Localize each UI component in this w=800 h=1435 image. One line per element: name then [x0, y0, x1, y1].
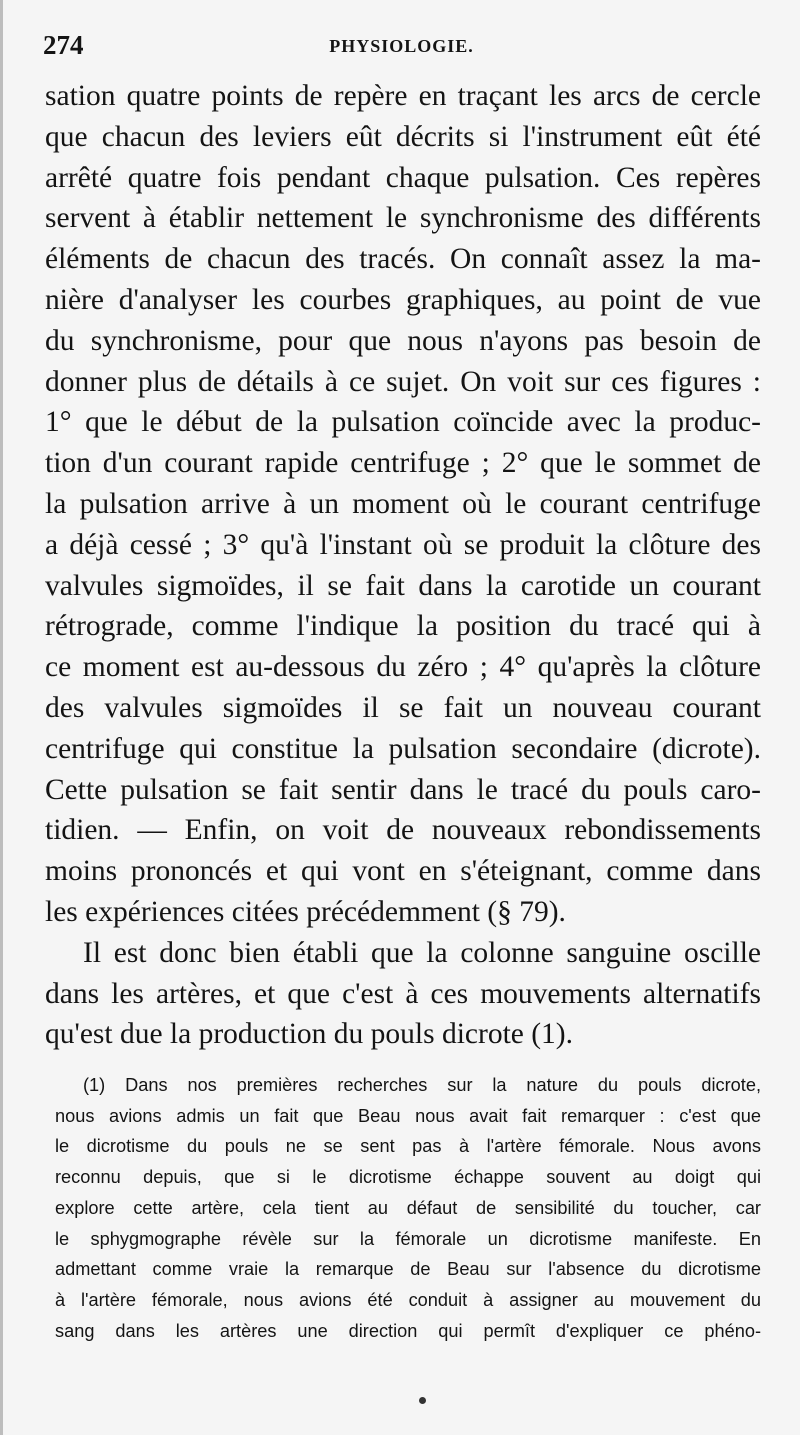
body-line: Cette pulsation se fait sentir dans le tracé du pouls caro- [45, 773, 761, 806]
body-line: tidien. — Enfin, on voit de nouveaux rebondissements [45, 814, 761, 847]
footnote-line: admettant comme vraie la remarque de Beau sur l'absence du dicrotisme [55, 1259, 761, 1280]
footnote-line: le dicrotisme du pouls ne se sent pas à l'artère fémorale. Nous avons [55, 1136, 761, 1157]
body-line: ce moment est au-dessous du zéro ; 4° qu'après la clôture [45, 651, 761, 684]
body-line: éléments de chacun des tracés. On connaît assez la ma- [45, 243, 761, 276]
body-line: valvules sigmoïdes, il se fait dans la carotide un courant [45, 569, 761, 602]
body-line: servent à établir nettement le synchronisme des différents [45, 202, 761, 235]
running-head [43, 30, 760, 64]
body-line: nière d'analyser les courbes graphiques, au point de vue [45, 283, 761, 316]
body-line: arrêté quatre fois pendant chaque pulsation. Ces repères [45, 161, 761, 194]
body-line: moins prononcés et qui vont en s'éteignant, comme dans [45, 855, 761, 888]
footnote-line: nous avions admis un fait que Beau nous avait fait remarquer : c'est que [55, 1105, 761, 1126]
body-line: rétrograde, comme l'indique la position du tracé qui à [45, 610, 761, 643]
footnote-line: reconnu depuis, que si le dicrotisme échappe souvent au doigt qui [55, 1167, 761, 1188]
body-line: sation quatre points de repère en traçant les arcs de cercle [45, 80, 761, 112]
body-line: centrifuge qui constitue la pulsation secondaire (dicrote). [45, 732, 761, 765]
body-line: 1° que le début de la pulsation coïncide avec la produc- [45, 406, 761, 439]
body-line: a déjà cessé ; 3° qu'à l'instant où se produit la clôture des [45, 528, 761, 561]
body-line: du synchronisme, pour que nous n'ayons pas besoin de [45, 324, 761, 357]
footnote-line: (1) Dans nos premières recherches sur la nature du pouls dicrote, [83, 1075, 761, 1095]
body-line: donner plus de détails à ce sujet. On voit sur ces figures : [45, 365, 761, 398]
running-title: PHYSIOLOGIE. [329, 36, 474, 56]
footnote [55, 1070, 761, 1346]
body-line: Il est donc bien établi que la colonne sanguine oscille [83, 936, 761, 969]
body-line: dans les artères, et que c'est à ces mouvements alternatifs [45, 977, 761, 1010]
footnote-line: explore cette artère, cela tient au défaut de sensibilité du toucher, car [55, 1197, 761, 1218]
ink-dot-ornament [419, 1397, 426, 1404]
body-text [45, 76, 761, 1055]
body-line: qu'est due la production du pouls dicrote (1). [45, 1018, 574, 1051]
body-line: des valvules sigmoïdes il se fait un nouveau courant [45, 691, 761, 724]
body-line: la pulsation arrive à un moment où le courant centrifuge [45, 487, 761, 520]
page-number: 274 [43, 30, 84, 60]
body-line: les expériences citées précédemment (§ 79). [45, 895, 566, 928]
body-line: que chacun des leviers eût décrits si l'instrument eût été [45, 120, 761, 153]
footnote-line: sang dans les artères une direction qui permît d'expliquer ce phéno- [55, 1320, 761, 1341]
footnote-line: le sphygmographe révèle sur la fémorale un dicrotisme manifeste. En [55, 1228, 761, 1249]
body-line: tion d'un courant rapide centrifuge ; 2° que le sommet de [45, 447, 761, 480]
footnote-line: à l'artère fémorale, nous avions été conduit à assigner au mouvement du [55, 1289, 761, 1310]
